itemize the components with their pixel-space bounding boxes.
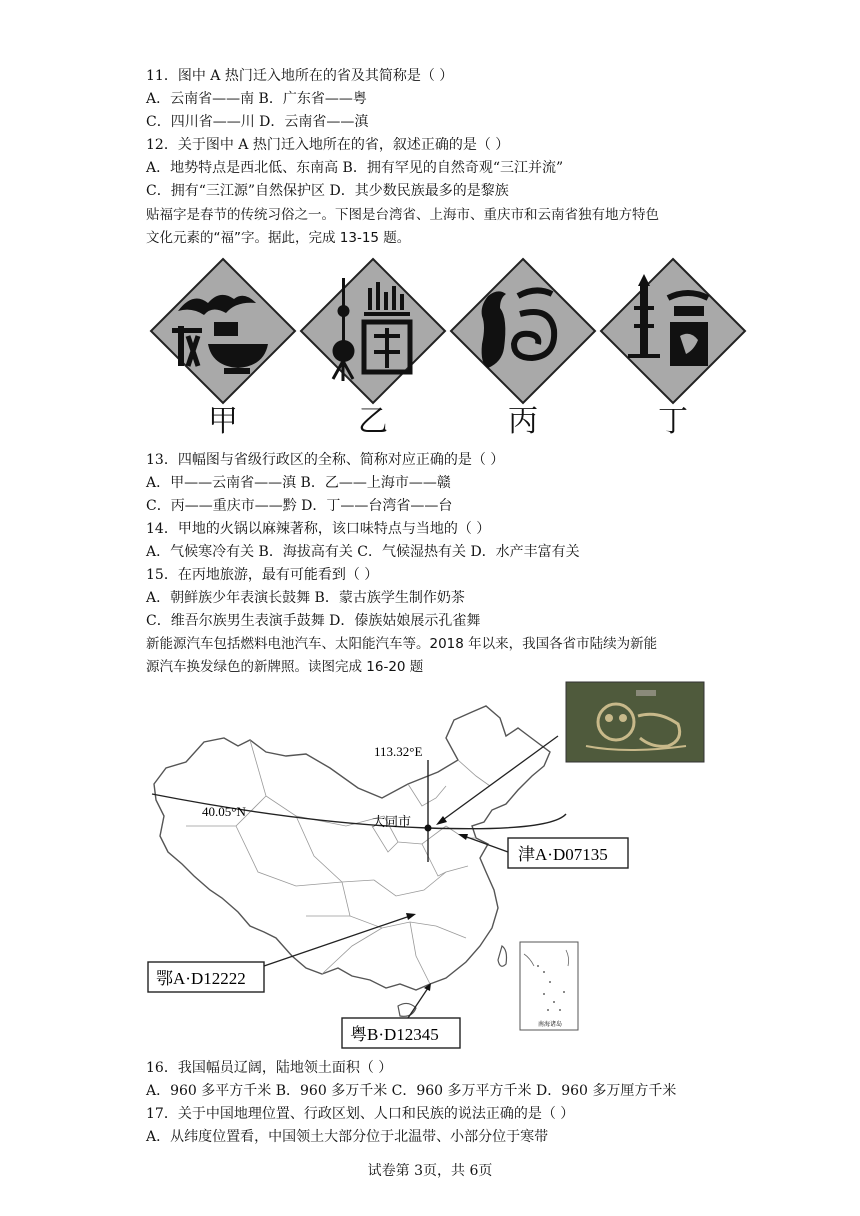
longitude-label: 113.32°E (374, 744, 423, 759)
fu-label-yi: 乙 (358, 404, 388, 439)
question-12-options-ab: A．地势特点是西北低、东南高 B．拥有罕见的自然奇观“三江并流” (146, 160, 564, 176)
question-14: 14．甲地的火锅以麻辣著称，该口味特点与当地的（ ） (146, 521, 491, 537)
question-17: 17．关于中国地理位置、行政区划、人口和民族的说法正确的是（ ） (146, 1106, 575, 1122)
taiwan-island (498, 946, 507, 966)
inset-label: 南海诸岛 (537, 1021, 563, 1028)
fu-image-yi (298, 256, 448, 406)
province-boundaries (186, 740, 490, 984)
fu-image-ding (598, 256, 748, 406)
arrow-tianjin (464, 836, 508, 852)
china-outline (154, 706, 550, 990)
latitude-label: 40.05°N (202, 804, 246, 819)
question-12-options-cd: C．拥有“三江源”自然保护区 D．其少数民族最多的是黎族 (146, 183, 509, 199)
question-13: 13．四幅图与省级行政区的全称、简称对应正确的是（ ） (146, 452, 505, 468)
question-17-option-a: A．从纬度位置看，中国领土大部分位于北温带、小部分位于寒带 (146, 1129, 549, 1145)
question-11-options-ab: A．云南省——南 B．广东省——粤 (146, 91, 367, 107)
question-13-options-cd: C．丙——重庆市——黔 D．丁——台湾省——台 (146, 498, 453, 514)
china-map-figure (146, 676, 736, 1056)
arrow-hubei (264, 916, 410, 966)
question-12: 12．关于图中 A 热门迁入地所在的省，叙述正确的是（ ） (146, 137, 510, 153)
question-11: 11．图中 A 热门迁入地所在的省及其简称是（ ） (146, 68, 454, 84)
plate-hubei-text: 鄂A·D12222 (156, 969, 246, 988)
question-11-options-cd: C．四川省——川 D．云南省——滇 (146, 114, 369, 130)
passage-ev-line-1: 新能源汽车包括燃料电池汽车、太阳能汽车等。2018 年以来，我国各省市陆续为新能 (146, 636, 658, 652)
question-14-options: A．气候寒冷有关 B．海拔高有关 C．气候湿热有关 D．水产丰富有关 (146, 544, 580, 560)
photo-arrow (440, 736, 558, 822)
fu-label-ding: 丁 (658, 404, 688, 439)
question-13-options-ab: A．甲——云南省——滇 B．乙——上海市——赣 (146, 475, 451, 491)
arrow-guangdong (408, 988, 428, 1018)
fu-character-images (148, 256, 748, 406)
question-15-options-cd: C．维吾尔族男生表演手鼓舞 D．傣族姑娘展示孔雀舞 (146, 613, 481, 629)
fu-label-bing: 丙 (508, 404, 538, 439)
passage-ev-line-2: 源汽车换发绿色的新牌照。读图完成 16-20 题 (146, 659, 424, 675)
city-label: 大同市 (372, 815, 412, 830)
question-16-options: A．960 多平方千米 B．960 多万千米 C．960 多万平方千米 D．960 多万厘方千米 (146, 1083, 677, 1099)
passage-fu-line-2: 文化元素的“福”字。据此，完成 13-15 题。 (146, 230, 411, 246)
plate-guangdong-text: 粤B·D12345 (350, 1025, 439, 1044)
fu-label-jia: 甲 (208, 404, 238, 439)
fu-image-jia (148, 256, 298, 406)
datong-city-dot (425, 825, 432, 832)
page-footer: 试卷第 3页，共 6页 (367, 1163, 493, 1179)
plate-tianjin-text: 津A·D07135 (518, 845, 608, 864)
passage-fu-line-1: 贴福字是春节的传统习俗之一。下图是台湾省、上海市、重庆市和云南省独有地方特色 (146, 207, 659, 223)
question-16: 16．我国幅员辽阔，陆地领土面积（ ） (146, 1060, 393, 1076)
fu-image-bing (448, 256, 598, 406)
question-15: 15．在丙地旅游，最有可能看到（ ） (146, 567, 379, 583)
south-china-sea-inset (520, 942, 578, 1030)
question-15-options-ab: A．朝鲜族少年表演长鼓舞 B．蒙古族学生制作奶茶 (146, 590, 465, 606)
